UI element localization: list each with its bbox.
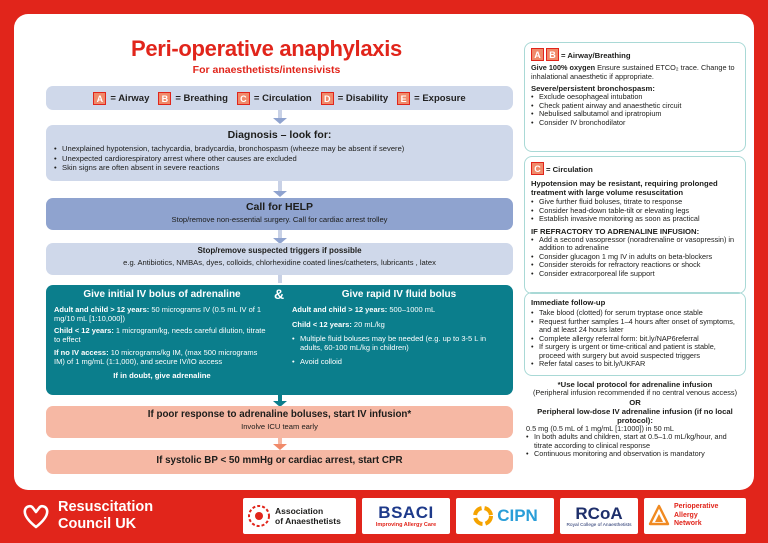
pan-line3: Network [674, 520, 702, 528]
local-item: • In both adults and children, start at 0.5–1.0 mL/kg/hour, and titrate according to clinical response [526, 433, 744, 450]
label-exposure: = Exposure [414, 92, 466, 104]
panel-c-list-2 [531, 236, 739, 279]
adrenaline-adult [54, 306, 270, 324]
followup-item: • Take blood (clotted) for serum tryptase once stable [531, 309, 739, 318]
perioperative-allergy-network-logo [644, 498, 746, 534]
panel-c-item: • Establish invasive monitoring as soon as practical [531, 215, 739, 224]
rcoa-sub: Royal College of Anaesthetists [566, 522, 632, 528]
label-circulation: = Circulation [253, 92, 312, 104]
panel-c-item: • Give further fluid boluses, titrate to response [531, 198, 739, 207]
followup-title: Immediate follow-up [531, 298, 606, 307]
pan-line2: Allergy [674, 511, 698, 519]
followup-item: • Request further samples 1–4 hours after onset of symptoms, and at least 24 hours later [531, 318, 739, 335]
adrenaline-no-iv [54, 349, 270, 367]
bsaci-logo [362, 498, 450, 534]
panel-c-lead: Hypotension may be resistant, requiring prolonged treatment with large volume resuscitation [531, 179, 718, 197]
aa-line2: of Anaesthetists [275, 516, 341, 526]
rcoa-text: RCoA [575, 503, 623, 523]
panel-ab-item: • Nebulised salbutamol and ipratropium [531, 110, 739, 119]
fluid-title: Give rapid IV fluid bolus [341, 289, 457, 300]
triggers-box [46, 243, 513, 275]
abcde-breathing [158, 92, 228, 105]
cipn-logo [456, 498, 554, 534]
local-rec: (Peripheral infusion recommended if no central venous access) [532, 388, 737, 397]
followup-list [531, 309, 739, 369]
adrenaline-section [54, 289, 270, 380]
panel-c-item: • Consider glucagon 1 mg IV in adults on beta-blockers [531, 253, 739, 262]
panel-c-item: • Consider steroids for refractory reactions or shock [531, 261, 739, 270]
local-title: *Use local protocol for adrenaline infusion [557, 380, 713, 389]
panel-ab-oxygen [531, 64, 739, 81]
call-for-help-box [46, 198, 513, 230]
diagnosis-item: • Unexpected cardiorespiratory arrest where other causes are excluded [54, 154, 505, 163]
bsaci-text: BSACI [378, 503, 434, 522]
triggers-text: e.g. Antibiotics, NMBAs, dyes, colloids, chlorhexidine coated lines/catheters, lubricants , latex [123, 258, 436, 267]
panel-c-refractory: IF REFRACTORY TO ADRENALINE INFUSION: [531, 226, 700, 236]
local-list [526, 433, 744, 459]
fluid-adult-label: Adult and child > 12 years: [292, 304, 388, 314]
badge-d: D [321, 92, 334, 105]
resus-council-heart-icon [22, 502, 50, 535]
adrenaline-title: Give initial IV bolus of adrenaline [83, 289, 241, 300]
badge-b: B [158, 92, 171, 105]
diagnosis-title: Diagnosis – look for: [227, 129, 332, 141]
adrenaline-child-text: 1 microgram/kg, needs careful dilution, titrate to effect [54, 326, 266, 345]
pan-line1: Perioperative [674, 503, 719, 511]
panel-c-item: • Consider extracorporeal life support [531, 270, 739, 279]
rc-line2: Council UK [58, 516, 137, 532]
local-dose: 0.5 mg (0.5 mL of 1 mg/mL [1:1000]) in 50 mL [526, 423, 674, 433]
panel-c-list [531, 198, 739, 224]
local-or: OR [629, 397, 641, 407]
local-low-title: Peripheral low-dose IV adrenaline infusion (if no local protocol): [537, 406, 733, 425]
help-text: Stop/remove non-essential surgery. Call for cardiac arrest trolley [171, 215, 388, 224]
abcde-disability [321, 92, 388, 105]
followup-item: • Complete allergy referral form: bit.ly/NAP6referral [531, 335, 739, 344]
help-title: Call for HELP [245, 201, 314, 213]
abcde-circulation [237, 92, 312, 105]
association-emblem-icon [247, 504, 271, 528]
label-breathing: = Breathing [175, 92, 228, 104]
page-subtitle: For anaesthetists/intensivists [192, 64, 341, 76]
panel-ab-item: • Exclude oesophageal intubation [531, 93, 739, 102]
treatment-box [46, 285, 513, 395]
local-protocol [526, 380, 744, 459]
ampersand: & [274, 286, 285, 302]
cpr-text: If systolic BP < 50 mmHg or cardiac arrest, start CPR [156, 455, 403, 466]
fluid-child [292, 321, 506, 330]
panel-ab-sub: Severe/persistent bronchospasm: [531, 84, 655, 94]
page-title: Peri-operative anaphylaxis [131, 36, 402, 61]
panel-c-label: = Circulation [546, 165, 593, 174]
fluid-item: • Multiple fluid boluses may be needed (e.g. up to 3-5 L in adults, 60-100 mL/kg in children) [292, 335, 506, 353]
adrenaline-noiv-text: 10 micrograms/kg IM, (max 500 micrograms IM) of 1 mg/mL (1:1,000), and secure IV/IO access [54, 348, 258, 367]
triggers-title: Stop/remove suspected triggers if possible [197, 246, 362, 255]
rc-line1: Resuscitation [58, 499, 154, 515]
panel-ab-list [531, 93, 739, 127]
adrenaline-noiv-label: If no IV access: [54, 348, 109, 358]
fluid-section [292, 289, 506, 367]
abcde-exposure [397, 92, 465, 105]
panel-ab-label: = Airway/Breathing [561, 51, 631, 60]
infusion-title: If poor response to adrenaline boluses, start IV infusion* [147, 409, 412, 420]
rcoa-logo [560, 498, 638, 534]
resus-council-logo [58, 499, 153, 533]
adrenaline-child [54, 327, 270, 345]
panel-ab-heading [531, 48, 739, 61]
oxygen-bold: Give 100% oxygen [531, 63, 596, 72]
algorithm-card [14, 14, 754, 490]
badge-c: C [237, 92, 250, 105]
fluid-item: • Avoid colloid [292, 358, 506, 367]
badge-a: A [93, 92, 106, 105]
footer [0, 490, 768, 543]
fluid-adult-text: 500–1000 mL [387, 304, 436, 314]
down-arrow-icon [273, 191, 287, 197]
fluid-child-label: Child < 12 years: [292, 319, 352, 329]
badge-b: B [546, 48, 559, 61]
pan-emblem-icon [648, 504, 670, 528]
aa-line1: Association [275, 506, 324, 516]
followup-item: • Refer fatal cases to bit.ly/UKFAR [531, 360, 739, 369]
association-anaesthetists-logo [243, 498, 356, 534]
bsaci-sub: Improving Allergy Care [375, 522, 437, 528]
panel-c-heading [531, 162, 739, 175]
infusion-text: Involve ICU team early [241, 422, 318, 431]
adrenaline-doubt: If in doubt, give adrenaline [113, 370, 211, 380]
panel-airway-breathing [524, 42, 746, 152]
local-item: • Continuous monitoring and observation is mandatory [526, 450, 744, 459]
panel-ab-item: • Check patient airway and anaesthetic circuit [531, 102, 739, 111]
oxygen-text: Ensure sustained ETCO₂ trace. Change to inhalational anaesthetic if appropriate. [531, 63, 735, 81]
cpr-box [46, 450, 513, 474]
diagnosis-list [54, 144, 505, 172]
abcde-bar [46, 86, 513, 110]
label-disability: = Disability [337, 92, 389, 104]
connector-stem [278, 275, 282, 283]
panel-circulation [524, 156, 746, 294]
panel-c-item: • Consider head-down table-tilt or elevating legs [531, 207, 739, 216]
followup-item: • If surgery is urgent or time-critical and patient is stable, proceed with surgery but avoid suspected triggers [531, 343, 739, 360]
panel-follow-up [524, 292, 746, 376]
panel-c-item: • Add a second vasopressor (noradrenaline or vasopressin) in addition to adrenaline [531, 236, 739, 253]
diagnosis-item: • Unexplained hypotension, tachycardia, bradycardia, bronchospasm (wheeze may be absent if severe) [54, 144, 505, 153]
badge-c: C [531, 162, 544, 175]
adrenaline-adult-text: 50 micrograms IV (0.5 mL IV of 1 mg/10 mL [1:10,000]) [54, 304, 262, 323]
cipn-text: CIPN [497, 506, 538, 525]
badge-e: E [397, 92, 410, 105]
panel-ab-item: • Consider IV bronchodilator [531, 119, 739, 128]
label-airway: = Airway [110, 92, 150, 104]
adrenaline-child-label: Child < 12 years: [54, 326, 114, 336]
fluid-adult [292, 306, 506, 315]
diagnosis-item: • Skin signs are often absent in severe reactions [54, 163, 505, 172]
adrenaline-adult-label: Adult and child > 12 years: [54, 304, 150, 314]
badge-a: A [531, 48, 544, 61]
diagnosis-box [46, 125, 513, 181]
down-arrow-icon [273, 118, 287, 124]
infusion-box [46, 406, 513, 438]
cipn-emblem-icon [472, 505, 494, 527]
fluid-list [292, 335, 506, 367]
fluid-child-text: 20 mL/kg [351, 319, 385, 329]
abcde-airway [93, 92, 149, 105]
